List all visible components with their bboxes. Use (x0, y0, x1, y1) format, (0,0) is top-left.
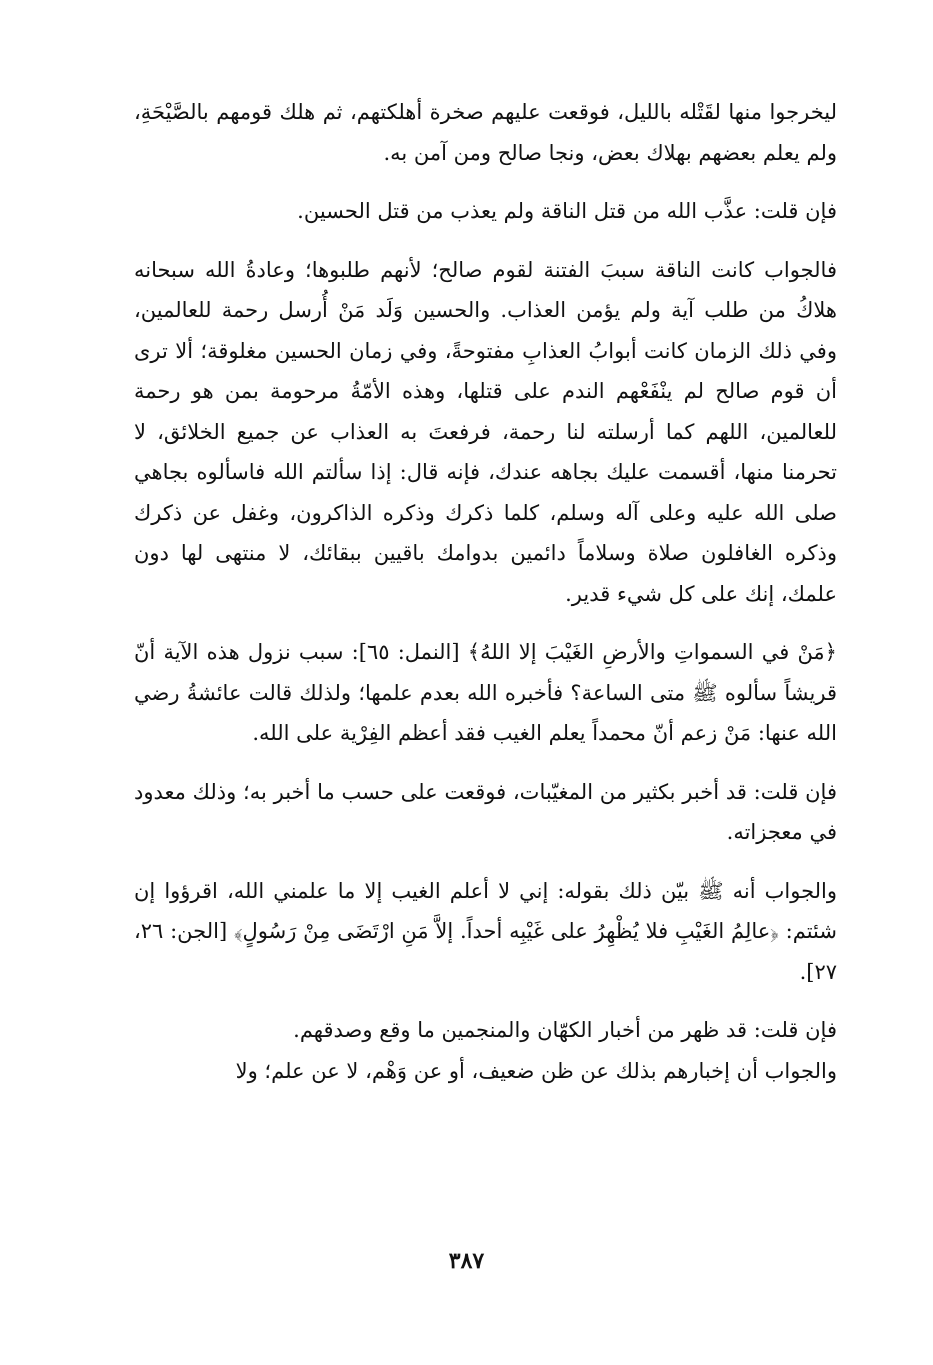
paragraph-6: والجواب أنه ﷺ بيّن ذلك بقوله: إني لا أعلم الغيب إلا ما علمني الله، اقرؤوا إن شئتم: ﴿عالِمُ الغَيْبِ فلا يُظْهِرُ على غَيْبِه أحداً. إلاَّ مَنِ ارْتَضَى مِنْ رَسُولٍ﴾ [الجن: ٢٦، ٢٧]. (134, 878, 837, 984)
paragraph-4: ﴿مَنْ في السمواتِ والأرضِ الغَيْبَ إلا اللهُ﴾ [النمل: ٦٥]: سبب نزول هذه الآية أنّ قريشاً سألوه ﷺ متى الساعة؟ فأخبره الله بعدم علمها؛ ولذلك قالت عائشةُ رضي الله عنها: مَنْ زعم أنّ محمداً يعلم الغيب فقد أعظم الفِرْية على الله. (134, 640, 837, 745)
paragraph-2: فإن قلت: عذَّب الله من قتل الناقة ولم يعذب من قتل الحسين. (297, 199, 837, 223)
paragraph-5: فإن قلت: قد أخبر بكثير من المغيّبات، فوقعت على حسب ما أخبر به؛ وذلك معدود في معجزاته. (134, 779, 837, 844)
paragraph-7: فإن قلت: قد ظهر من أخبار الكهّان والمنجمين ما وقع وصدقهم. (293, 1018, 837, 1042)
paragraph-3: فالجواب كانت الناقة سببَ الفتنة لقوم صالح؛ لأنهم طلبوها؛ وعادةُ الله سبحانه هلاكُ من طلب آية ولم يؤمن العذاب. والحسين وَلَد مَنْ أُرسل رحمة للعالمين، وفي ذلك الزمان كانت أبوابُ العذابِ مفتوحةً، وفي زمان الحسين مغلوقة؛ ألا ترى أن قوم صالح لم ينْفَعْهم الندم على قتلها، وهذه الأمّةُ مرحومة بمن هو رحمة للعالمين، اللهم كما أرسلته لنا رحمة، فرفعتَ به العذاب عن جميع الخلائق، لا تحرمنا منها، أقسمت عليك بجاهه عندك، فإنه قال: إذا سألتم الله فاسألوه بجاهي صلى الله عليه وعلى آله وسلم، كلما ذكرك وذكره الذاكرون، وغفل عن ذكرك وذكره الغافلون صلاة وسلاماً دائمين بدوامك باقيين ببقائك، لا منتهى لها دون علمك، إنك على كل شيء قدير. (134, 257, 837, 606)
page-number: ٣٨٧ (448, 1248, 485, 1274)
paragraph-8: والجواب أن إخبارهم بذلك عن ظن ضعيف، أو عن وَهْم، لا عن علم؛ ولا (235, 1058, 837, 1083)
body-text (134, 92, 837, 1091)
paragraph-1: ليخرجوا منها لقَتْله بالليل، فوقعت عليهم صخرة أهلكتهم، ثم هلك قومهم بالصَّيْحَةِ، ولم يعلم بعضهم بهلاك بعض، ونجا صالح ومن آمن به. (134, 100, 837, 165)
